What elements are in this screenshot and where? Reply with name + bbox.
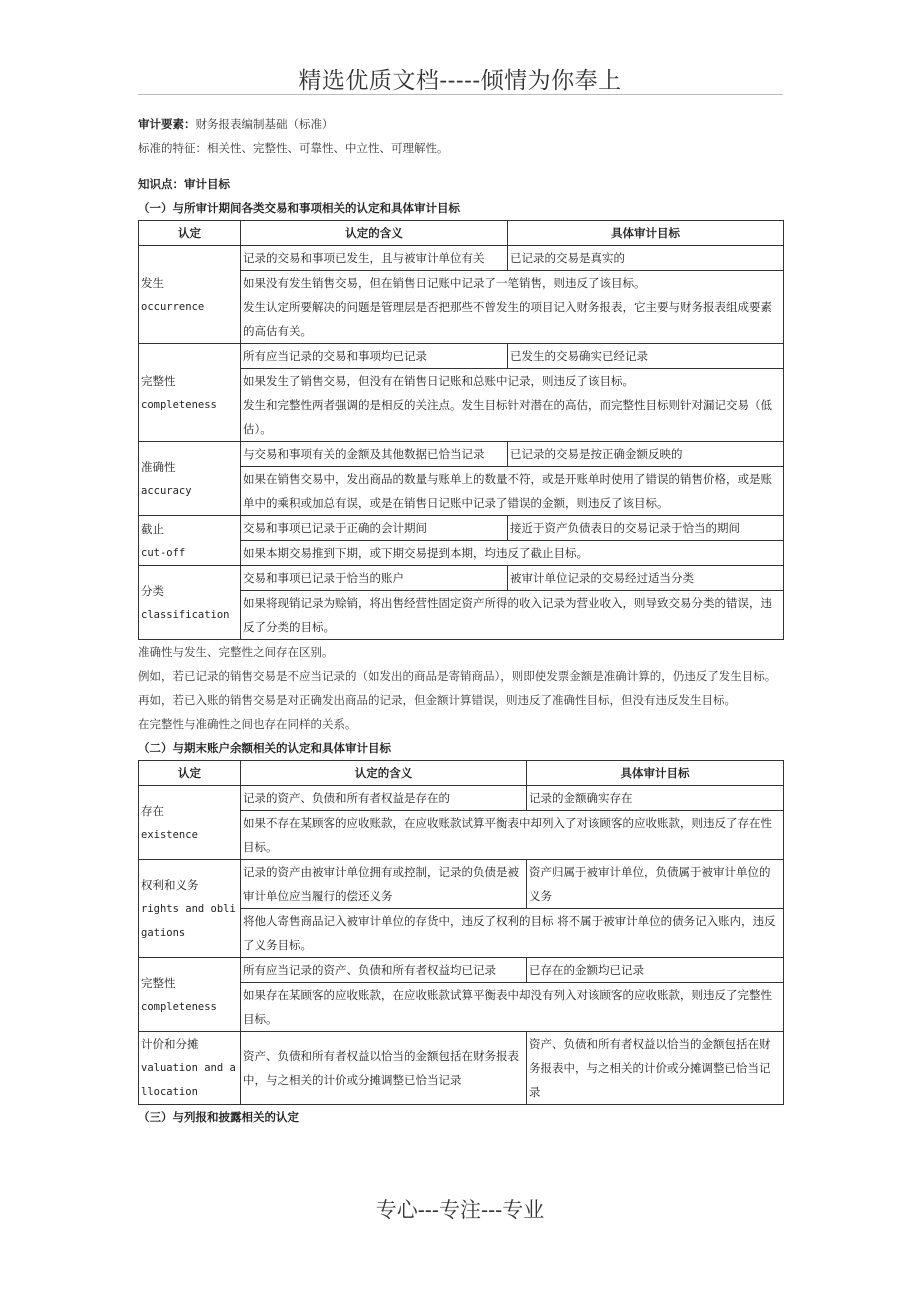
meaning-cell: 所有应当记录的资产、负债和所有者权益均已记录 <box>241 958 527 983</box>
assertion-cell <box>139 1032 241 1105</box>
objective-cell: 已记录的交易是真实的 <box>508 246 784 271</box>
audit-elements-line <box>138 112 783 136</box>
assertion-name-cn: 准确性 <box>141 459 176 474</box>
assertion-name-cn: 计价和分摊 <box>141 1037 199 1051</box>
assertion-name-cn: 权利和义务 <box>141 877 199 892</box>
table-row <box>139 1032 784 1105</box>
meaning-cell: 交易和事项已记录于正确的会计期间 <box>241 516 508 541</box>
assertion-cell <box>139 442 241 516</box>
note-cell <box>241 369 784 442</box>
section3-title: （三）与列报和披露相关的认定 <box>138 1110 299 1124</box>
objective-cell: 已发生的交易确实已经记录 <box>508 344 784 369</box>
page-footer-text: 专心---专注---专业 <box>375 1198 545 1222</box>
assertion-name-en: valuation and allocation <box>141 1062 236 1098</box>
note-cell: 如果存在某顾客的应收账款，在应收账款试算平衡表中却没有列入对该顾客的应收账款，则违反了完整性目标。 <box>241 983 784 1032</box>
note-cell: 将他人寄售商品记入被审计单位的存货中，违反了权利的目标 将不属于被审计单位的债务记入账内，违反了义务目标。 <box>241 909 784 958</box>
note-text: 如果发生了销售交易，但没有在销售日记账和总账中记录，则违反了该目标。 <box>243 374 634 388</box>
document-body <box>138 112 783 1129</box>
assertion-name-en: rights and obligations <box>141 902 236 939</box>
objective-cell: 资产归属于被审计单位，负债属于被审计单位的义务 <box>527 860 784 909</box>
objective-cell: 记录的金额确实存在 <box>527 786 784 811</box>
objective-cell: 已记录的交易是按正确金额反映的 <box>508 442 784 467</box>
paragraph: 在完整性与准确性之间也存在同样的关系。 <box>138 717 357 731</box>
header-assertion: 认定 <box>139 221 241 246</box>
header-objective: 具体审计目标 <box>508 221 784 246</box>
assertion-name-en: classification <box>141 608 230 621</box>
standard-features-line: 标准的特征：相关性、完整性、可靠性、中立性、可理解性。 <box>138 141 449 155</box>
assertion-name-en: existence <box>141 828 198 841</box>
audit-elements-value: 财务报表编制基础（标准） <box>195 117 334 131</box>
note-cell: 如果不存在某顾客的应收账款，在应收账款试算平衡表中却列入了对该顾客的应收账款，则违反了存在性目标。 <box>241 811 784 860</box>
table-header-row <box>139 761 784 786</box>
header-divider <box>138 94 783 95</box>
header-objective: 具体审计目标 <box>527 761 784 786</box>
note-text: 发生和完整性两者强调的是相反的关注点。发生目标针对潜在的高估，而完整性目标则针对漏记交易（低估）。 <box>243 398 772 436</box>
assertion-name-en: completeness <box>141 1000 217 1013</box>
assertion-name-cn: 完整性 <box>141 975 176 990</box>
table-row <box>139 344 784 369</box>
meaning-cell: 记录的资产由被审计单位拥有或控制，记录的负债是被审计单位应当履行的偿还义务 <box>241 860 527 909</box>
assertion-cell <box>139 566 241 640</box>
note-text: 如果没有发生销售交易，但在销售日记账中记录了一笔销售，则违反了该目标。 <box>243 276 646 290</box>
table-row <box>139 786 784 811</box>
assertion-name-en: cut-off <box>141 546 186 559</box>
table-row <box>139 566 784 591</box>
table-row <box>139 246 784 271</box>
objective-cell: 资产、负债和所有者权益以恰当的金额包括在财务报表中，与之相关的计价或分摊调整已恰当记录 <box>527 1032 784 1105</box>
objective-cell: 已存在的金额均已记录 <box>527 958 784 983</box>
audit-elements-label: 审计要素： <box>138 117 196 131</box>
assertion-cell <box>139 958 241 1032</box>
assertion-name-en: occurrence <box>141 300 205 313</box>
page-header-title: 精选优质文档-----倾情为你奉上 <box>298 68 622 94</box>
meaning-cell: 资产、负债和所有者权益以恰当的金额包括在财务报表中，与之相关的计价或分摊调整已恰当记录 <box>241 1032 527 1105</box>
paragraph: 例如，若已记录的销售交易是不应当记录的（如发出的商品是寄销商品），则即使发票金额是准确计算的，仍违反了发生目标。 <box>138 669 777 683</box>
assertion-name-cn: 发生 <box>141 275 164 290</box>
assertion-name-cn: 完整性 <box>141 373 176 388</box>
note-cell: 如果在销售交易中，发出商品的数量与账单上的数量不符，或是开账单时使用了错误的销售价格，或是账单中的乘积或加总有误，或是在销售日记账中记录了错误的金额，则违反了该目标。 <box>241 467 784 516</box>
section1-table <box>138 220 784 640</box>
table-header-row <box>139 221 784 246</box>
assertion-cell <box>139 786 241 860</box>
meaning-cell: 记录的资产、负债和所有者权益是存在的 <box>241 786 527 811</box>
section2-table <box>138 760 784 1105</box>
knowledge-point-title: 知识点：审计目标 <box>138 177 230 191</box>
assertion-name-cn: 分类 <box>141 583 164 598</box>
meaning-cell: 记录的交易和事项已发生，且与被审计单位有关 <box>241 246 508 271</box>
assertion-cell <box>139 516 241 566</box>
note-cell: 如果将现销记录为赊销，将出售经营性固定资产所得的收入记录为营业收入，则导致交易分类的错误，违反了分类的目标。 <box>241 591 784 640</box>
header-meaning: 认定的含义 <box>241 221 508 246</box>
meaning-cell: 交易和事项已记录于恰当的账户 <box>241 566 508 591</box>
assertion-name-cn: 截止 <box>141 521 164 536</box>
meaning-cell: 与交易和事项有关的金额及其他数据已恰当记录 <box>241 442 508 467</box>
objective-cell: 被审计单位记录的交易经过适当分类 <box>508 566 784 591</box>
objective-cell: 接近于资产负债表日的交易记录于恰当的期间 <box>508 516 784 541</box>
section1-title: （一）与所审计期间各类交易和事项相关的认定和具体审计目标 <box>138 201 460 215</box>
note-cell: 如果本期交易推到下期，或下期交易提到本期，均违反了截止目标。 <box>241 541 784 566</box>
table-row <box>139 442 784 467</box>
table-row <box>139 958 784 983</box>
table-row <box>139 516 784 541</box>
meaning-cell: 所有应当记录的交易和事项均已记录 <box>241 344 508 369</box>
paragraph: 再如，若已入账的销售交易是对正确发出商品的记录，但金额计算错误，则违反了准确性目标，但没有违反发生目标。 <box>138 693 736 707</box>
note-cell <box>241 271 784 344</box>
assertion-cell <box>139 344 241 442</box>
section2-title: （二）与期末账户余额相关的认定和具体审计目标 <box>138 741 391 755</box>
table-row <box>139 860 784 909</box>
note-text: 发生认定所要解决的问题是管理层是否把那些不曾发生的项目记入财务报表，它主要与财务报表组成要素的高估有关。 <box>243 300 772 338</box>
assertion-name-cn: 存在 <box>141 803 164 818</box>
assertion-cell <box>139 246 241 344</box>
assertion-name-en: accuracy <box>141 484 192 497</box>
header-meaning: 认定的含义 <box>241 761 527 786</box>
header-assertion: 认定 <box>139 761 241 786</box>
assertion-name-en: completeness <box>141 398 217 411</box>
assertion-cell <box>139 860 241 958</box>
paragraph: 准确性与发生、完整性之间存在区别。 <box>138 645 334 659</box>
